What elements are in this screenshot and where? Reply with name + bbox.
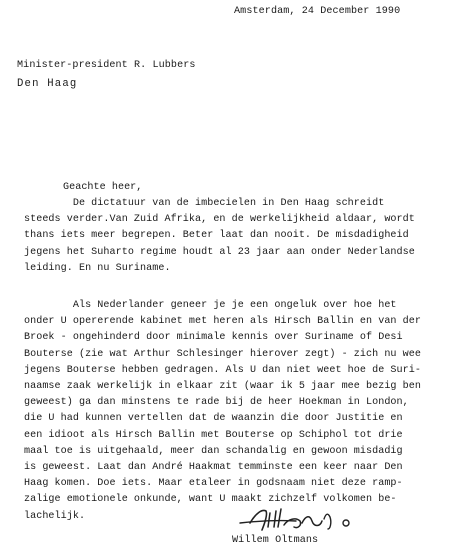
recipient-city: Den Haag <box>17 78 78 90</box>
letter-date: Amsterdam, 24 December 1990 <box>234 6 401 17</box>
text-line: Als Nederlander geneer je je een ongeluk over hoe het <box>24 300 397 311</box>
handwritten-signature <box>238 505 358 535</box>
text-line: De dictatuur van de imbecielen in Den Haag schreidt <box>24 198 385 209</box>
text-line: geweest) ga dan minstens te rade bij de heer Hoekman in London, <box>24 397 409 409</box>
text-line: die U had kunnen vertellen dat de waanzin die door Justitie en <box>24 413 403 425</box>
text-line: jegens Bouterse hebben gedragen. Als U dan niet weet hoe de Suri- <box>24 364 421 376</box>
text-line: thans iets meer begrepen. Beter laat dan nooit. De misdadigheid <box>24 230 409 242</box>
text-line: jegens het Suharto regime houdt al 23 jaar aan onder Nederlandse <box>24 246 415 258</box>
text-line: onder U opererende kabinet met heren als Hirsch Ballin en van der <box>24 316 421 328</box>
recipient-name: Minister-president R. Lubbers <box>17 60 196 71</box>
text-line: naamse zaak werkelijk in elkaar zit (waar ik 5 jaar mee bezig ben <box>24 381 421 393</box>
text-line: leiding. En nu Suriname. <box>24 262 171 274</box>
salutation-text: Geachte heer, <box>63 182 143 193</box>
paragraph-1 <box>24 196 444 277</box>
text-line: Broek - ongehinderd door minimale kennis over Suriname of Desi <box>24 332 403 344</box>
paragraph-2 <box>24 298 444 525</box>
salutation <box>63 180 450 196</box>
text-line: Bouterse (zie wat Arthur Schlesinger hierover zegt) - zich nu wee <box>24 348 421 360</box>
text-line: lachelijk. <box>24 510 86 522</box>
signer-name: Willem Oltmans <box>232 535 319 546</box>
text-line: steeds verder.Van Zuid Afrika, en de werkelijkheid aldaar, wordt <box>24 214 415 226</box>
text-line: maal toe is uitgehaald, meer dan schandalig en gewoon misdadig <box>24 445 403 457</box>
text-line: is geweest. Laat dan André Haakmat temminste een keer naar Den <box>24 462 403 474</box>
text-line: Haag komen. Doe iets. Maar etaleer in godsnaam niet deze ramp- <box>24 478 403 490</box>
text-line: zalige emotionele onkunde, want U maakt zichzelf volkomen be- <box>24 494 397 506</box>
text-line: een idioot als Hirsch Ballin met Bouterse op Schiphol tot drie <box>24 429 403 441</box>
